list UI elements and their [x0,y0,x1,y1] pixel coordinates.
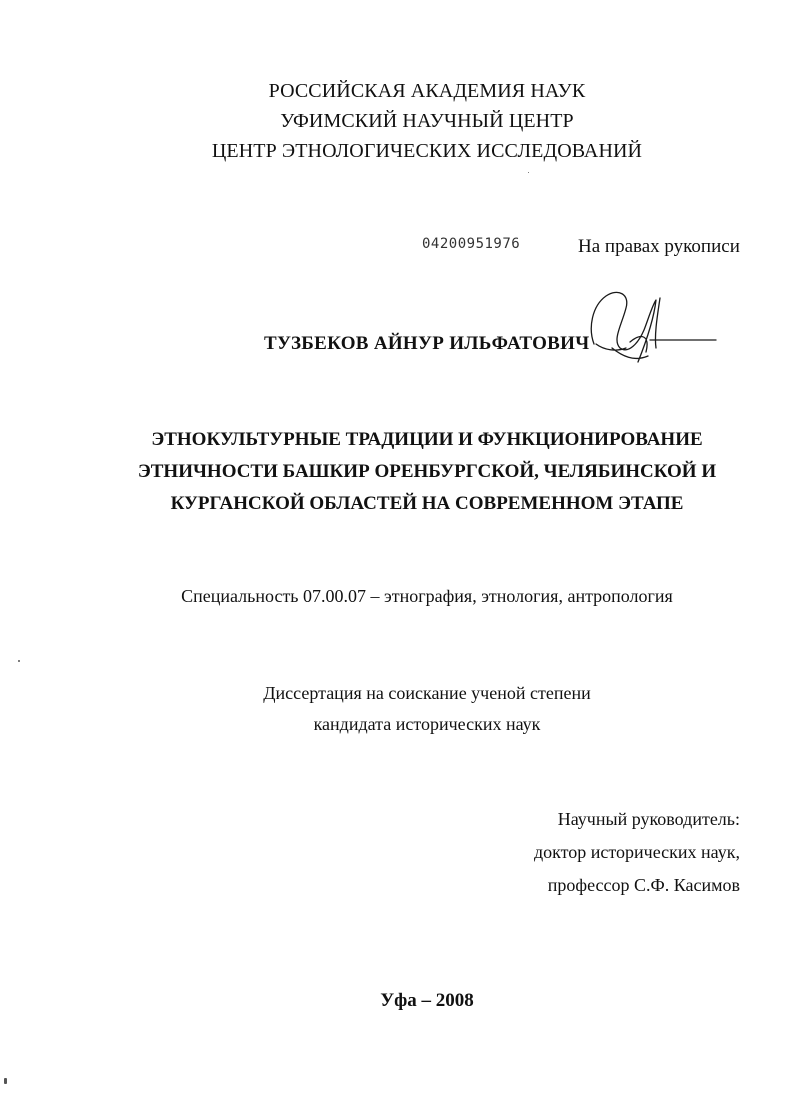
scan-speck [4,1078,7,1084]
title-line-1: ЭТНОКУЛЬТУРНЫЕ ТРАДИЦИИ И ФУНКЦИОНИРОВАНИЕ [151,429,703,450]
degree-statement [0,678,794,740]
specialty-text: Специальность 07.00.07 – этнография, этнология, антропология [181,586,673,606]
supervisor-name: профессор С.Ф. Касимов [547,875,740,895]
scan-speck [18,660,20,662]
city-year [0,990,794,1012]
title-line-2: ЭТНИЧНОСТИ БАШКИР ОРЕНБУРГСКОЙ, ЧЕЛЯБИНСКОЙ И [137,461,717,482]
handwritten-signature [586,282,726,374]
city-year-text: Уфа – 2008 [380,990,474,1011]
supervisor-label: Научный руководитель: [557,809,740,829]
manuscript-rights-note: На правах рукописи [578,236,740,257]
title-line-3: КУРГАНСКОЙ ОБЛАСТЕЙ НА СОВРЕМЕННОМ ЭТАПЕ [170,493,684,514]
specialty-line [0,586,794,607]
degree-line-2: кандидата исторических наук [313,714,541,734]
institution-line-department: ЦЕНТР ЭТНОЛОГИЧЕСКИХ ИССЛЕДОВАНИЙ [211,140,643,162]
scan-speck [528,172,529,173]
institution-line-center: УФИМСКИЙ НАУЧНЫЙ ЦЕНТР [280,110,574,132]
catalog-number: 04200951976 [422,236,521,252]
author-name: ТУЗБЕКОВ АЙНУР ИЛЬФАТОВИЧ [264,333,590,354]
dissertation-title [0,424,794,520]
institution-header [0,76,794,166]
institution-line-academy: РОССИЙСКАЯ АКАДЕМИЯ НАУК [268,80,586,102]
degree-line-1: Диссертация на соискание ученой степени [263,683,591,703]
scientific-supervisor [534,803,740,902]
supervisor-degree: доктор исторических наук, [534,842,740,862]
